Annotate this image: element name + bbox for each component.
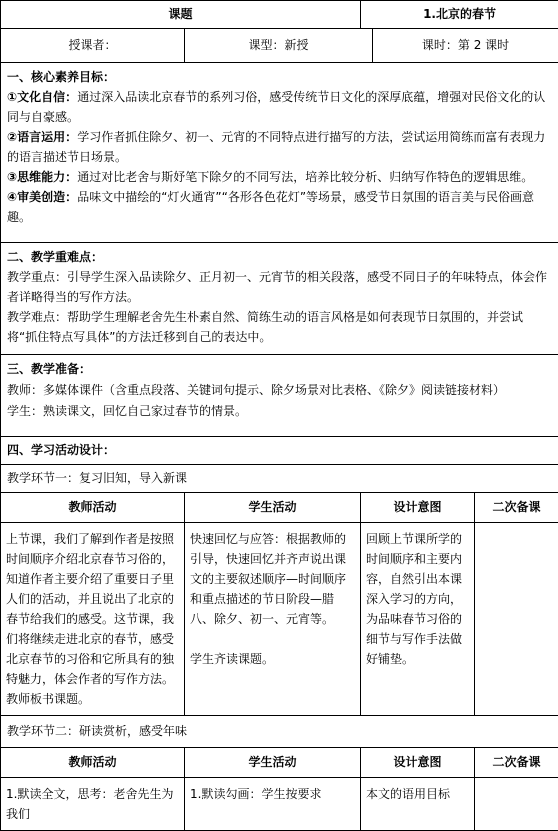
col-design-intent: 设计意图 <box>361 748 475 778</box>
step2-student-activity: 1.默读勾画：学生按要求 <box>185 778 361 831</box>
lesson-type: 课型：新授 <box>185 29 373 63</box>
section-preparation <box>1 355 558 437</box>
step2-second-prep <box>475 778 558 831</box>
lesson-hours: 课时：第 2 课时 <box>373 29 558 63</box>
goal-item: ②语言运用：学习作者抓住除夕、初一、元宵的不同特点进行描写的方法，尝试运用简练而富有表现力的语言描述节日场景。 <box>7 127 552 167</box>
student-prep: 学生：熟读课文，回忆自己家过春节的情景。 <box>7 401 552 422</box>
step2-title: 教学环节二：研读赏析，感受年味 <box>1 716 558 748</box>
col-teacher-activity: 教师活动 <box>1 493 185 523</box>
key-point: 教学重点：引导学生深入品读除夕、正月初一、元宵节的相关段落，感受不同日子的年味特点，体会作者详略得当的写作方法。 <box>7 267 552 307</box>
step2-design-intent: 本文的语用目标 <box>361 778 475 831</box>
step1-title: 教学环节一：复习旧知，导入新课 <box>1 465 558 493</box>
step2-teacher-activity: 1.默读全文，思考：老舍先生为我们 <box>1 778 185 831</box>
col-student-activity: 学生活动 <box>185 493 361 523</box>
student-activity-text: 学生齐读课题。 <box>190 649 355 669</box>
goal-item: ④审美创造：品味文中描绘的“灯火通宵”“各形各色花灯”等场景，感受节日氛围的语言美与民俗画意趣。 <box>7 187 552 227</box>
step1-student-activity <box>185 523 361 716</box>
difficulty: 教学难点：帮助学生理解老舍先生朴素自然、简练生动的语言风格是如何表现节日氛围的，并尝试将“抓住特点写具体”的方法迁移到自己的表达中。 <box>7 307 552 347</box>
section-key-points <box>1 243 558 355</box>
step1-design-intent: 回顾上节课所学的时间顺序和主要内容，自然引出本课深入学习的方向，为品味春节习俗的细节与写作手法做好铺垫。 <box>361 523 475 716</box>
step1-teacher-activity: 上节课，我们了解到作者是按照时间顺序介绍北京春节习俗的，知道作者主要介绍了重要日子里人们的活动，并且说出了北京的春节给我们的感受。这节课，我们将继续走进北京的春节，感受北京春节的习俗和它所具有的独特魅力，体会作者的写作方法。教师板书课题。 <box>1 523 185 716</box>
teacher-label: 授课者： <box>1 29 185 63</box>
col-second-prep: 二次备课 <box>475 748 558 778</box>
section4-title: 四、学习活动设计： <box>1 437 558 465</box>
col-teacher-activity: 教师活动 <box>1 748 185 778</box>
step1-second-prep <box>475 523 558 716</box>
col-student-activity: 学生活动 <box>185 748 361 778</box>
topic-label: 课题 <box>1 1 361 29</box>
goal-item: ③思维能力：通过对比老舍与斯妤笔下除夕的不同写法，培养比较分析、归纳写作特色的逻辑思维。 <box>7 167 552 187</box>
section2-title: 二、教学重难点： <box>7 247 552 267</box>
section3-title: 三、教学准备： <box>7 359 552 380</box>
section1-title: 一、核心素养目标： <box>7 67 552 87</box>
col-second-prep: 二次备课 <box>475 493 558 523</box>
section-core-goals <box>1 63 558 243</box>
goal-item: ①文化自信：通过深入品读北京春节的系列习俗，感受传统节日文化的深厚底蕴，增强对民俗文化的认同与自豪感。 <box>7 87 552 127</box>
col-design-intent: 设计意图 <box>361 493 475 523</box>
teacher-prep: 教师：多媒体课件（含重点段落、关键词句提示、除夕场景对比表格、《除夕》阅读链接材料） <box>7 380 552 401</box>
student-activity-text: 快速回忆与应答：根据教师的引导，快速回忆并齐声说出课文的主要叙述顺序—时间顺序和重点描述的节日阶段—腊八、除夕、初一、元宵等。 <box>190 529 355 629</box>
topic-value: 1.北京的春节 <box>361 1 558 29</box>
